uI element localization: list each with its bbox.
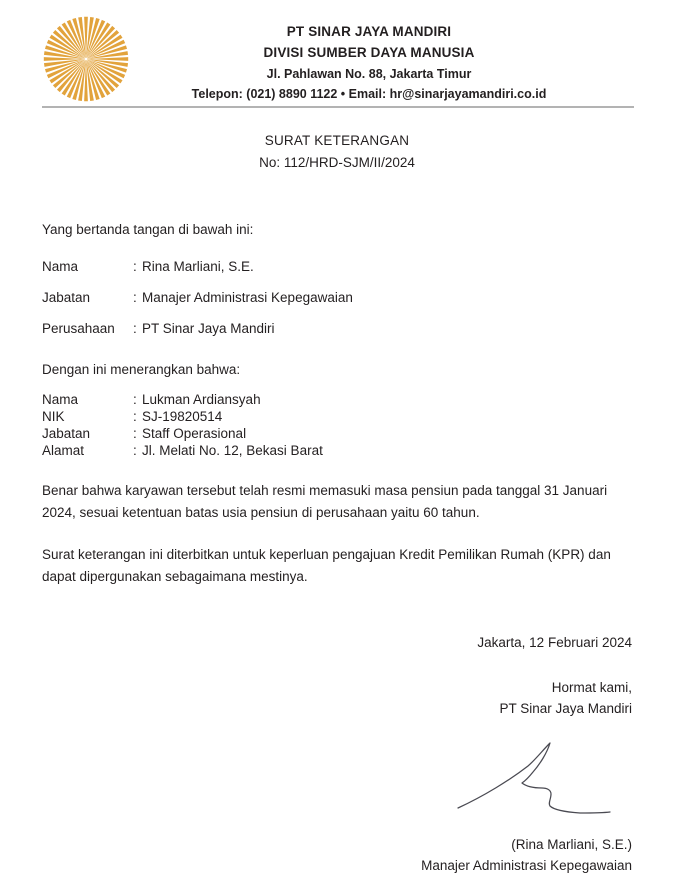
detail-separator: : — [133, 320, 137, 336]
detail-separator: : — [133, 408, 137, 424]
place-and-date: Jakarta, 12 Februari 2024 — [477, 635, 632, 651]
detail-value: SJ-19820514 — [142, 408, 223, 424]
detail-value: Staff Operasional — [142, 425, 247, 441]
sunburst-logo-icon — [42, 15, 130, 103]
table-row — [42, 313, 353, 344]
document-body — [0, 222, 674, 588]
logo-container — [42, 10, 134, 103]
company-info — [134, 10, 632, 104]
detail-label: Nama — [42, 258, 79, 274]
detail-separator: : — [133, 289, 137, 305]
detail-label: Perusahaan — [42, 320, 115, 336]
table-row — [42, 251, 353, 282]
document-title-block — [0, 130, 674, 173]
signatory-details-table — [42, 251, 353, 344]
document-number: No: 112/HRD-SJM/II/2024 — [259, 155, 415, 171]
table-row — [42, 442, 323, 459]
table-row — [42, 282, 353, 313]
intro-text: Yang bertanda tangan di bawah ini: — [42, 221, 254, 237]
page-title: SURAT KETERANGAN — [264, 133, 410, 149]
detail-separator: : — [133, 391, 137, 407]
signer-name: (Rina Marliani, S.E.) — [511, 836, 632, 852]
detail-separator: : — [133, 258, 137, 274]
subject-details-rows — [42, 391, 323, 459]
detail-separator: : — [133, 442, 137, 458]
letterhead — [0, 0, 674, 104]
detail-label: Jabatan — [42, 425, 91, 441]
subject-details-table — [42, 391, 323, 459]
detail-value: PT Sinar Jaya Mandiri — [142, 320, 275, 336]
detail-separator: : — [133, 425, 137, 441]
company-division: DIVISI SUMBER DAYA MANUSIA — [263, 44, 475, 60]
detail-label: NIK — [42, 408, 65, 424]
handwritten-signature-icon — [444, 736, 624, 826]
detail-label: Jabatan — [42, 289, 91, 305]
detail-label: Alamat — [42, 442, 85, 458]
declaration-lead-text: Dengan ini menerangkan bahwa: — [42, 361, 241, 377]
regards-text: Hormat kami, — [551, 679, 632, 695]
company-address: Jl. Pahlawan No. 88, Jakarta Timur — [266, 66, 472, 81]
signer-title: Manajer Administrasi Kepegawaian — [421, 858, 632, 874]
detail-label: Nama — [42, 391, 79, 407]
detail-value: Jl. Melati No. 12, Bekasi Barat — [142, 442, 323, 458]
closing-company-name: PT Sinar Jaya Mandiri — [499, 701, 632, 717]
closing-block — [0, 632, 674, 877]
company-contact: Telepon: (021) 8890 1122 • Email: hr@sinarjayamandiri.co.id — [191, 86, 547, 101]
company-name: PT SINAR JAYA MANDIRI — [286, 24, 452, 39]
detail-value: Manajer Administrasi Kepegawaian — [142, 289, 353, 305]
detail-value: Rina Marliani, S.E. — [142, 258, 254, 274]
body-paragraph-1: Benar bahwa karyawan tersebut telah resmi memasuki masa pensiun pada tanggal 31 Januari 2024, sesuai ketentuan batas usia pensiun di perusahaan yaitu 60 tahun. — [42, 482, 608, 520]
detail-value: Lukman Ardiansyah — [142, 391, 261, 407]
signature-area — [42, 726, 632, 834]
body-paragraph-2: Surat keterangan ini diterbitkan untuk keperluan pengajuan Kredit Pemilikan Rumah (KPR) dan dapat dipergunakan sebagaimana mestinya. — [42, 547, 611, 585]
header-divider — [42, 106, 634, 108]
table-row — [42, 391, 323, 408]
table-row — [42, 425, 323, 442]
signatory-details-rows — [42, 251, 353, 344]
table-row — [42, 408, 323, 425]
